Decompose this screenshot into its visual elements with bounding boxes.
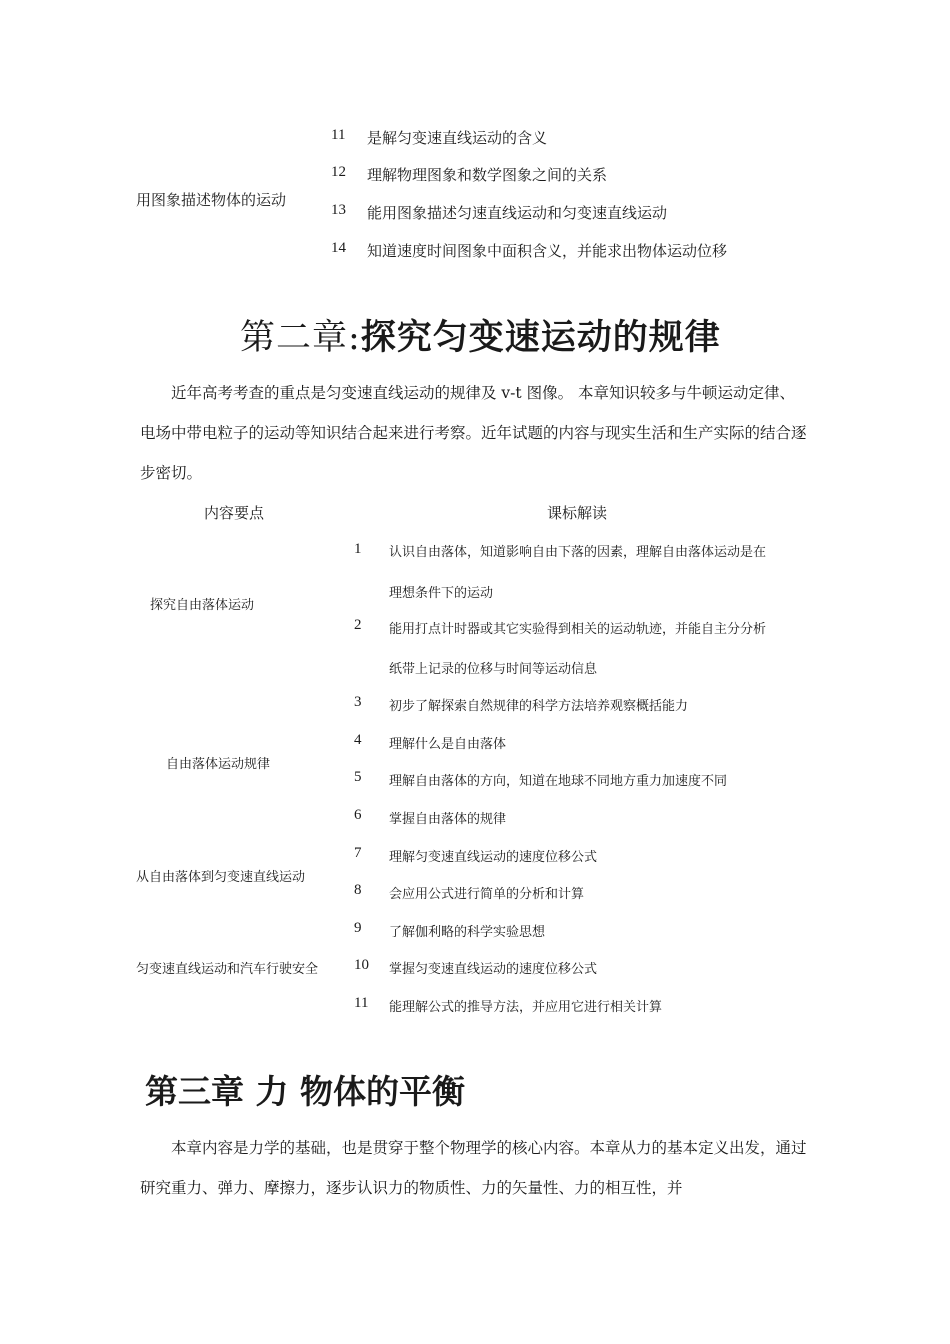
item-number: 11 [354,995,369,1011]
item-text: 能用图象描述匀速直线运动和匀变速直线运动 [367,204,668,222]
chapter-2-title-main: 探究匀变速运动的规律 [360,318,721,358]
item-text-continued: 纸带上记录的位移与时间等运动信息 [389,662,598,677]
item-text: 能用打点计时器或其它实验得到相关的运动轨迹，并能自主分分析 [389,622,767,637]
item-number: 8 [354,882,362,898]
item-number: 11 [331,127,346,143]
item-number: 10 [354,957,369,973]
item-text: 了解伽利略的科学实验思想 [389,925,546,940]
chapter-3-title: 第三章 力 物体的平衡 [145,1072,465,1111]
chapter-2-intro: 近年高考考查的重点是匀变速直线运动的规律及 v-t 图像。 本章知识较多与牛顿运动定律、电场中带电粒子的运动等知识结合起来进行考察。近年试题的内容与现实生活和生产实际的结合逐步密切。 [140,384,807,482]
chapter-3-intro: 本章内容是力学的基础，也是贯穿于整个物理学的核心内容。本章从力的基本定义出发，通过研究重力、弹力、摩擦力，逐步认识力的物质性、力的矢量性、力的相互性，并 [140,1139,807,1197]
item-text: 理解自由落体的方向，知道在地球不同地方重力加速度不同 [389,774,728,789]
item-text: 初步了解探索自然规律的科学方法培养观察概括能力 [389,699,689,714]
item-text: 认识自由落体，知道影响自由下落的因素，理解自由落体运动是在 [389,545,767,560]
item-text: 是解匀变速直线运动的含义 [367,129,548,147]
item-number: 14 [331,240,346,256]
item-number: 3 [354,694,362,710]
item-text: 掌握匀变速直线运动的速度位移公式 [389,962,598,977]
item-number: 4 [354,732,362,748]
topic-cell: 匀变速直线运动和汽车行驶安全 [136,962,319,977]
item-number: 5 [354,769,362,785]
item-number: 12 [331,164,346,180]
item-number: 13 [331,202,346,218]
item-number: 2 [354,617,362,633]
chapter-2-title-prefix: 第二章: [240,318,361,358]
item-text: 理解什么是自由落体 [389,737,507,752]
item-text: 掌握自由落体的规律 [389,812,507,827]
item-text: 知道速度时间图象中面积含义，并能求出物体运动位移 [367,242,728,260]
item-text: 理解匀变速直线运动的速度位移公式 [389,850,598,865]
header-standard-reading: 课标解读 [547,504,608,522]
chapter-2-title [240,310,721,360]
topic-cell: 从自由落体到匀变速直线运动 [136,870,306,885]
header-content-points: 内容要点 [204,504,265,522]
item-text: 会应用公式进行简单的分析和计算 [389,887,585,902]
topic-cell: 探究自由落体运动 [150,598,255,613]
item-text: 理解物理图象和数学图象之间的关系 [367,166,608,184]
topic-cell: 自由落体运动规律 [166,757,271,772]
item-text-continued: 理想条件下的运动 [389,586,494,601]
item-number: 9 [354,920,362,936]
item-text: 能理解公式的推导方法，并应用它进行相关计算 [389,1000,663,1015]
item-number: 6 [354,807,362,823]
item-number: 1 [354,541,362,557]
ch1-topic: 用图象描述物体的运动 [136,191,287,209]
item-number: 7 [354,845,362,861]
